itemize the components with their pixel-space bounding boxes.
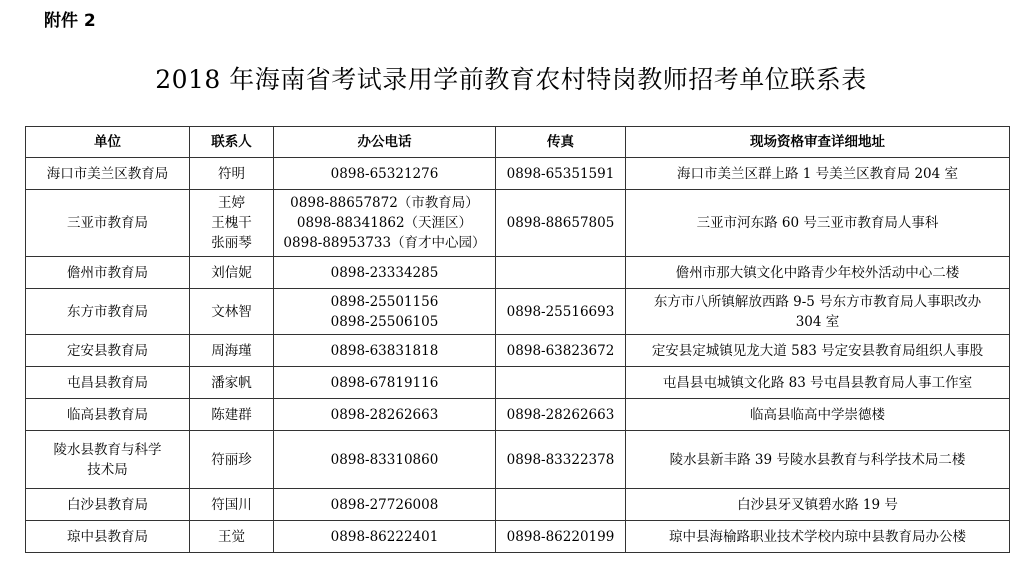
table-row bbox=[26, 158, 1010, 190]
header-contact: 联系人 bbox=[190, 127, 274, 158]
cell-phone: 0898-63831818 bbox=[274, 335, 496, 367]
cell-fax bbox=[496, 257, 626, 289]
header-address: 现场资格审查详细地址 bbox=[626, 127, 1010, 158]
table-row bbox=[26, 289, 1010, 335]
cell-contact: 王婷 王槐干 张丽琴 bbox=[190, 190, 274, 257]
cell-unit: 陵水县教育与科学 技术局 bbox=[26, 431, 190, 489]
cell-phone: 0898-25501156 0898-25506105 bbox=[274, 289, 496, 335]
cell-contact: 王觉 bbox=[190, 521, 274, 553]
cell-contact: 符国川 bbox=[190, 489, 274, 521]
cell-address: 东方市八所镇解放西路 9-5 号东方市教育局人事职改办 304 室 bbox=[626, 289, 1010, 335]
table-row bbox=[26, 257, 1010, 289]
cell-unit: 海口市美兰区教育局 bbox=[26, 158, 190, 190]
contact-table bbox=[25, 126, 1010, 553]
cell-address: 海口市美兰区群上路 1 号美兰区教育局 204 室 bbox=[626, 158, 1010, 190]
table-row bbox=[26, 489, 1010, 521]
cell-phone: 0898-83310860 bbox=[274, 431, 496, 489]
cell-fax bbox=[496, 489, 626, 521]
cell-contact: 符明 bbox=[190, 158, 274, 190]
cell-phone: 0898-28262663 bbox=[274, 399, 496, 431]
cell-unit: 白沙县教育局 bbox=[26, 489, 190, 521]
table-row bbox=[26, 335, 1010, 367]
cell-fax: 0898-65351591 bbox=[496, 158, 626, 190]
cell-contact: 文林智 bbox=[190, 289, 274, 335]
cell-unit: 临高县教育局 bbox=[26, 399, 190, 431]
cell-contact: 符丽珍 bbox=[190, 431, 274, 489]
cell-fax: 0898-63823672 bbox=[496, 335, 626, 367]
cell-contact: 潘家帆 bbox=[190, 367, 274, 399]
table-row bbox=[26, 431, 1010, 489]
attachment-label: 附件 2 bbox=[44, 11, 96, 31]
cell-fax: 0898-88657805 bbox=[496, 190, 626, 257]
cell-unit: 琼中县教育局 bbox=[26, 521, 190, 553]
cell-fax: 0898-86220199 bbox=[496, 521, 626, 553]
cell-unit: 屯昌县教育局 bbox=[26, 367, 190, 399]
cell-address: 三亚市河东路 60 号三亚市教育局人事科 bbox=[626, 190, 1010, 257]
cell-fax bbox=[496, 367, 626, 399]
cell-unit: 儋州市教育局 bbox=[26, 257, 190, 289]
cell-address: 白沙县牙叉镇碧水路 19 号 bbox=[626, 489, 1010, 521]
cell-address: 屯昌县屯城镇文化路 83 号屯昌县教育局人事工作室 bbox=[626, 367, 1010, 399]
cell-fax: 0898-28262663 bbox=[496, 399, 626, 431]
cell-phone: 0898-23334285 bbox=[274, 257, 496, 289]
table-header-row bbox=[26, 127, 1010, 158]
table-row bbox=[26, 521, 1010, 553]
cell-address: 陵水县新丰路 39 号陵水县教育与科学技术局二楼 bbox=[626, 431, 1010, 489]
cell-contact: 周海瑾 bbox=[190, 335, 274, 367]
header-fax: 传真 bbox=[496, 127, 626, 158]
cell-phone: 0898-67819116 bbox=[274, 367, 496, 399]
cell-address: 儋州市那大镇文化中路青少年校外活动中心二楼 bbox=[626, 257, 1010, 289]
table-row bbox=[26, 399, 1010, 431]
table-row bbox=[26, 367, 1010, 399]
cell-unit: 三亚市教育局 bbox=[26, 190, 190, 257]
header-phone: 办公电话 bbox=[274, 127, 496, 158]
document-title: 2018 年海南省考试录用学前教育农村特岗教师招考单位联系表 bbox=[155, 65, 867, 94]
cell-contact: 刘信妮 bbox=[190, 257, 274, 289]
cell-phone: 0898-88657872（市教育局） 0898-88341862（天涯区） 0898-88953733（育才中心园） bbox=[274, 190, 496, 257]
cell-contact: 陈建群 bbox=[190, 399, 274, 431]
table-row bbox=[26, 190, 1010, 257]
cell-address: 定安县定城镇见龙大道 583 号定安县教育局组织人事股 bbox=[626, 335, 1010, 367]
cell-phone: 0898-65321276 bbox=[274, 158, 496, 190]
cell-address: 琼中县海榆路职业技术学校内琼中县教育局办公楼 bbox=[626, 521, 1010, 553]
cell-fax: 0898-25516693 bbox=[496, 289, 626, 335]
cell-address: 临高县临高中学崇德楼 bbox=[626, 399, 1010, 431]
cell-fax: 0898-83322378 bbox=[496, 431, 626, 489]
cell-unit: 东方市教育局 bbox=[26, 289, 190, 335]
cell-phone: 0898-27726008 bbox=[274, 489, 496, 521]
header-unit: 单位 bbox=[26, 127, 190, 158]
cell-phone: 0898-86222401 bbox=[274, 521, 496, 553]
cell-unit: 定安县教育局 bbox=[26, 335, 190, 367]
